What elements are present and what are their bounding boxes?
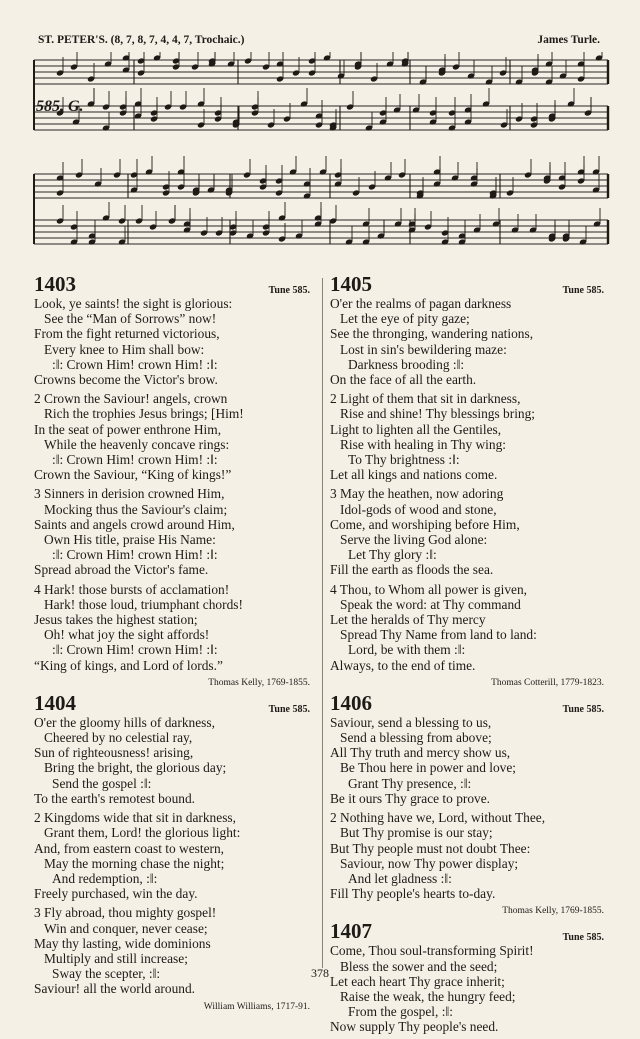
hymn-number: 1405 bbox=[330, 272, 372, 296]
stanza bbox=[34, 296, 316, 387]
verse-line: While the heavenly concave rings: bbox=[44, 436, 230, 452]
verse-line: On the face of all the earth. bbox=[330, 372, 477, 388]
verse-line: Raise the weak, the hungry feed; bbox=[340, 988, 516, 1004]
page-number: 378 bbox=[311, 966, 329, 980]
verse-line: Let the heralds of Thy mercy bbox=[330, 612, 486, 628]
music-score bbox=[30, 52, 612, 270]
verse-line: Sun of righteousness! arising, bbox=[34, 745, 194, 761]
verse-line: Multiply and still increase; bbox=[44, 950, 188, 966]
hymn-number: 1406 bbox=[330, 690, 372, 715]
hymn-author: Thomas Kelly, 1769-1855. bbox=[208, 677, 310, 688]
verse-line: Idol-gods of wood and stone, bbox=[340, 501, 497, 517]
verse-line: Hark! those loud, triumphant chords! bbox=[44, 596, 243, 612]
hymn-author: William Williams, 1717-91. bbox=[203, 1001, 310, 1012]
hymn-author: Thomas Kelly, 1769-1855. bbox=[502, 906, 604, 917]
verse-line: Saviour, now Thy power display; bbox=[340, 855, 519, 871]
verse-line: And redemption, :‖: bbox=[52, 870, 158, 886]
verse-line: 3 Fly abroad, thou mighty gospel! bbox=[34, 905, 217, 921]
tune-reference: Tune 585. bbox=[562, 932, 604, 944]
verse-line: 2 Kingdoms wide that sit in darkness, bbox=[34, 810, 236, 826]
verse-line: Spread Thy Name from land to land: bbox=[340, 627, 537, 643]
stanza bbox=[34, 391, 316, 482]
tune-reference: Tune 585. bbox=[562, 703, 604, 715]
verse-line: :‖: Crown Him! crown Him! :‖: bbox=[52, 547, 218, 563]
verse-line: Always, to the end of time. bbox=[330, 657, 476, 673]
verse-line: “King of kings, and Lord of lords.” bbox=[34, 657, 223, 673]
verse-line: Serve the living God alone: bbox=[340, 532, 488, 548]
stanza bbox=[34, 715, 316, 806]
verse-line: Let the eye of pity gaze; bbox=[340, 311, 470, 327]
verse-line: From the fight returned victorious, bbox=[34, 326, 220, 342]
tune-name: ST. PETER'S. bbox=[38, 34, 108, 46]
verse-line: But Thy promise is our stay; bbox=[340, 825, 493, 841]
verse-line: Bring the bright, the glorious day; bbox=[44, 760, 227, 776]
verse-line: See the thronging, wandering nations, bbox=[330, 326, 534, 342]
verse-line: Grant them, Lord! the glorious light: bbox=[44, 825, 241, 841]
verse-line: Crowns become the Victor's brow. bbox=[34, 372, 218, 388]
verse-line: Let all kings and nations come. bbox=[330, 467, 498, 483]
tune-title-meter bbox=[38, 34, 245, 46]
verse-line: Lord, be with them :‖: bbox=[348, 642, 466, 658]
hymn-header bbox=[34, 272, 316, 296]
verse-line: Saints and angels crowd around Him, bbox=[34, 516, 235, 532]
left-column bbox=[34, 270, 316, 1015]
verse-line: 2 Light of them that sit in darkness, bbox=[330, 391, 521, 407]
tune-reference: Tune 585. bbox=[562, 285, 604, 296]
tune-composer: James Turle. bbox=[537, 34, 600, 46]
verse-line: Rich the trophies Jesus brings; [Him! bbox=[44, 406, 244, 422]
stanza bbox=[330, 715, 610, 806]
hymn-header bbox=[330, 919, 610, 943]
hymn-number: 1403 bbox=[34, 272, 76, 296]
verse-line: Spread abroad the Victor's fame. bbox=[34, 562, 209, 578]
verse-line: Come, and worshiping before Him, bbox=[330, 516, 520, 532]
verse-line: Every knee to Him shall bow: bbox=[44, 341, 205, 357]
tune-meter: (8, 7, 8, 7, 4, 4, 7, Trochaic.) bbox=[110, 34, 245, 46]
verse-line: Come, Thou soul-transforming Spirit! bbox=[330, 943, 534, 959]
verse-line: To the earth's remotest bound. bbox=[34, 790, 196, 806]
verse-line: See the “Man of Sorrows” now! bbox=[44, 311, 217, 327]
verse-line: Lost in sin's bewildering maze: bbox=[340, 341, 507, 357]
verse-line: May the morning chase the night; bbox=[44, 855, 225, 871]
verse-line: May thy lasting, wide dominions bbox=[34, 935, 211, 951]
verse-line: Darkness brooding :‖: bbox=[348, 356, 465, 372]
verse-line: Let each heart Thy grace inherit; bbox=[330, 973, 505, 989]
verse-line: Fill the earth as floods the sea. bbox=[330, 562, 494, 578]
hymn-header bbox=[330, 691, 610, 715]
tune-header bbox=[38, 34, 600, 52]
hymn-header bbox=[34, 691, 316, 715]
verse-line: 2 Crown the Saviour! angels, crown bbox=[34, 391, 228, 407]
verse-line: :‖: Crown Him! crown Him! :‖: bbox=[52, 642, 218, 658]
verse-line: Crown the Saviour, “King of kings!” bbox=[34, 467, 232, 483]
stanza bbox=[34, 582, 316, 673]
hymn-header bbox=[330, 272, 610, 296]
stanza bbox=[330, 810, 610, 901]
verse-line: Freely purchased, win the day. bbox=[34, 886, 198, 902]
hymn-number: 1407 bbox=[330, 919, 372, 944]
verse-line: In the seat of power enthrone Him, bbox=[34, 421, 222, 437]
verse-line: Rise with healing in Thy wing: bbox=[340, 436, 507, 452]
verse-line: And let gladness :‖: bbox=[348, 870, 452, 886]
verse-line: Oh! what joy the sight affords! bbox=[44, 627, 210, 643]
verse-line: And, from eastern coast to western, bbox=[34, 840, 225, 856]
verse-line: Fill Thy people's hearts to-day. bbox=[330, 886, 496, 902]
verse-line: Grant Thy presence, :‖: bbox=[348, 775, 472, 791]
verse-line: Saviour! all the world around. bbox=[34, 981, 196, 997]
hymn-number: 1404 bbox=[34, 690, 76, 715]
column-divider bbox=[322, 278, 323, 968]
verse-line: Win and conquer, never cease; bbox=[44, 920, 208, 936]
stanza bbox=[34, 810, 316, 901]
stanza bbox=[330, 582, 610, 673]
tune-number: 585, G. bbox=[36, 98, 84, 115]
stanza bbox=[34, 905, 316, 996]
verse-line: 4 Thou, to Whom all power is given, bbox=[330, 581, 527, 597]
right-column bbox=[330, 270, 610, 1039]
verse-line: Cheered by no celestial ray, bbox=[44, 730, 193, 746]
verse-line: 3 Sinners in derision crowned Him, bbox=[34, 486, 225, 502]
verse-line: Sway the scepter, :‖: bbox=[52, 966, 161, 982]
tune-reference: Tune 585. bbox=[268, 703, 310, 715]
stanza bbox=[34, 486, 316, 577]
hymn-author: Thomas Cotterill, 1779-1823. bbox=[491, 677, 604, 688]
verse-line: O'er the realms of pagan darkness bbox=[330, 296, 512, 311]
stanza bbox=[330, 486, 610, 577]
verse-line: Mocking thus the Saviour's claim; bbox=[44, 501, 228, 517]
verse-line: Light to lighten all the Gentiles, bbox=[330, 421, 502, 437]
verse-line: :‖: Crown Him! crown Him! :‖: bbox=[52, 356, 218, 372]
verse-line: Saviour, send a blessing to us, bbox=[330, 714, 492, 730]
verse-line: To Thy brightness :‖: bbox=[348, 452, 460, 468]
verse-line: Bless the sower and the seed; bbox=[340, 958, 498, 974]
verse-line: Now supply Thy people's need. bbox=[330, 1019, 499, 1035]
stanza bbox=[330, 296, 610, 387]
verse-line: Speak the word: at Thy command bbox=[340, 596, 521, 612]
verse-line: All Thy truth and mercy show us, bbox=[330, 745, 511, 761]
verse-line: From the gospel, :‖: bbox=[348, 1004, 453, 1020]
verse-line: Send the gospel :‖: bbox=[52, 775, 152, 791]
verse-line: O'er the gloomy hills of darkness, bbox=[34, 714, 215, 730]
verse-line: :‖: Crown Him! crown Him! :‖: bbox=[52, 452, 218, 468]
verse-line: Be Thou here in power and love; bbox=[340, 760, 517, 776]
verse-line: Be it ours Thy grace to prove. bbox=[330, 790, 491, 806]
verse-line: Send a blessing from above; bbox=[340, 730, 492, 746]
verse-line: Jesus takes the highest station; bbox=[34, 612, 198, 628]
stanza bbox=[330, 391, 610, 482]
stanza bbox=[330, 943, 610, 1034]
verse-line: Own His title, praise His Name: bbox=[44, 532, 216, 548]
verse-line: Let Thy glory :‖: bbox=[348, 547, 437, 563]
tune-reference: Tune 585. bbox=[268, 285, 310, 296]
verse-line: 3 May the heathen, now adoring bbox=[330, 486, 504, 502]
verse-line: Rise and shine! Thy blessings bring; bbox=[340, 406, 536, 422]
verse-line: 4 Hark! those bursts of acclamation! bbox=[34, 581, 230, 597]
verse-line: But Thy people must not doubt Thee: bbox=[330, 840, 531, 856]
verse-line: 2 Nothing have we, Lord, without Thee, bbox=[330, 810, 546, 826]
verse-line: Look, ye saints! the sight is glorious: bbox=[34, 296, 233, 311]
